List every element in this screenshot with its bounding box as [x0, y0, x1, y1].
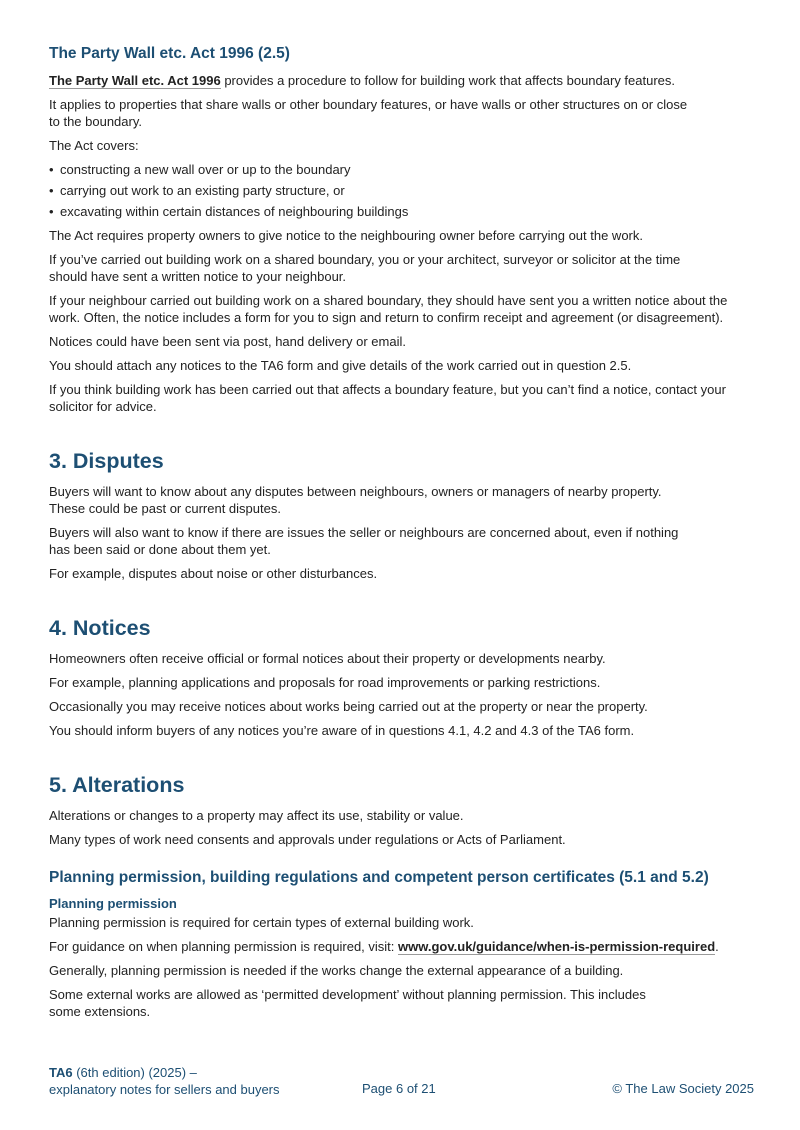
party-wall-sent: Notices could have been sent via post, hand delivery or email.: [49, 334, 406, 349]
party-wall-attach: You should attach any notices to the TA6 form and give details of the work carried out in question 2.5.: [49, 358, 632, 373]
planning-p1: Planning permission is required for certain types of external building work.: [49, 915, 474, 930]
alterations-heading: 5. Alterations: [49, 773, 185, 797]
party-wall-neighbour: If your neighbour carried out building work on a shared boundary, they should have sent you a written notice about the work. Often, the notice includes a form for you to sign and return to confirm receipt and agreement (or disagreement).: [49, 293, 728, 325]
gov-uk-planning-link[interactable]: www.gov.uk/guidance/when-is-permission-required: [398, 939, 716, 954]
notices-p2: For example, planning applications and proposals for road improvements or parking restrictions.: [49, 675, 601, 690]
copyright: © The Law Society 2025: [612, 1081, 754, 1096]
disputes-p2: Buyers will also want to know if there are issues the seller or neighbours are concerned about, even if nothing has been said or done about them yet.: [49, 525, 679, 557]
planning-p2: For guidance on when planning permission is required, visit: www.gov.uk/guidance/when-is-permission-required.: [49, 939, 719, 954]
planning-p4: Some external works are allowed as ‘permitted development’ without planning permission. This includes some extensions.: [49, 987, 646, 1019]
party-wall-intro: The Party Wall etc. Act 1996 provides a procedure to follow for building work that affects boundary features.: [49, 73, 676, 88]
notices-p1: Homeowners often receive official or formal notices about their property or developments nearby.: [49, 651, 606, 666]
notices-p4: You should inform buyers of any notices you’re aware of in questions 4.1, 4.2 and 4.3 of the TA6 form.: [49, 723, 635, 738]
page-footer: [49, 1064, 754, 1098]
disputes-p1: Buyers will want to know about any disputes between neighbours, owners or managers of nearby property. These could be past or current disputes.: [49, 484, 662, 516]
alterations-p1: Alterations or changes to a property may affect its use, stability or value.: [49, 808, 464, 823]
party-wall-carried-out: If you’ve carried out building work on a shared boundary, you or your architect, surveyor or solicitor at the time should have sent a written notice to your neighbour.: [49, 252, 681, 284]
footer-doc-title: TA6 (6th edition) (2025) – explanatory notes for sellers and buyers: [49, 1065, 280, 1097]
party-wall-advice: If you think building work has been carried out that affects a boundary feature, but you can’t find a notice, contact your solicitor for advice.: [49, 382, 726, 414]
planning-building-regs-heading: Planning permission, building regulations and competent person certificates (5.1 and 5.2): [49, 869, 709, 886]
list-item: • excavating within certain distances of neighbouring buildings: [49, 203, 759, 220]
notices-p3: Occasionally you may receive notices about works being carried out at the property or near the property.: [49, 699, 648, 714]
alterations-p2: Many types of work need consents and approvals under regulations or Acts of Parliament.: [49, 832, 566, 847]
party-wall-requires: The Act requires property owners to give notice to the neighbouring owner before carrying out the work.: [49, 228, 643, 243]
party-wall-covers-intro: The Act covers:: [49, 138, 139, 153]
planning-permission-heading: Planning permission: [49, 896, 177, 911]
party-wall-heading: The Party Wall etc. Act 1996 (2.5): [49, 45, 290, 62]
page-number: Page 6 of 21: [362, 1081, 436, 1096]
party-wall-applies: It applies to properties that share walls or other boundary features, or have walls or other structures on or close to the boundary.: [49, 97, 688, 129]
list-item: • constructing a new wall over or up to the boundary: [49, 161, 759, 178]
party-wall-covers-list: [49, 161, 759, 220]
planning-p3: Generally, planning permission is needed if the works change the external appearance of a building.: [49, 963, 624, 978]
party-wall-act-link[interactable]: The Party Wall etc. Act 1996: [49, 73, 221, 88]
footer-doc-code: TA6: [49, 1065, 73, 1080]
notices-heading: 4. Notices: [49, 616, 151, 640]
disputes-heading: 3. Disputes: [49, 449, 164, 473]
disputes-p3: For example, disputes about noise or other disturbances.: [49, 566, 378, 581]
page-content: [49, 44, 759, 1027]
list-item: • carrying out work to an existing party structure, or: [49, 182, 759, 199]
